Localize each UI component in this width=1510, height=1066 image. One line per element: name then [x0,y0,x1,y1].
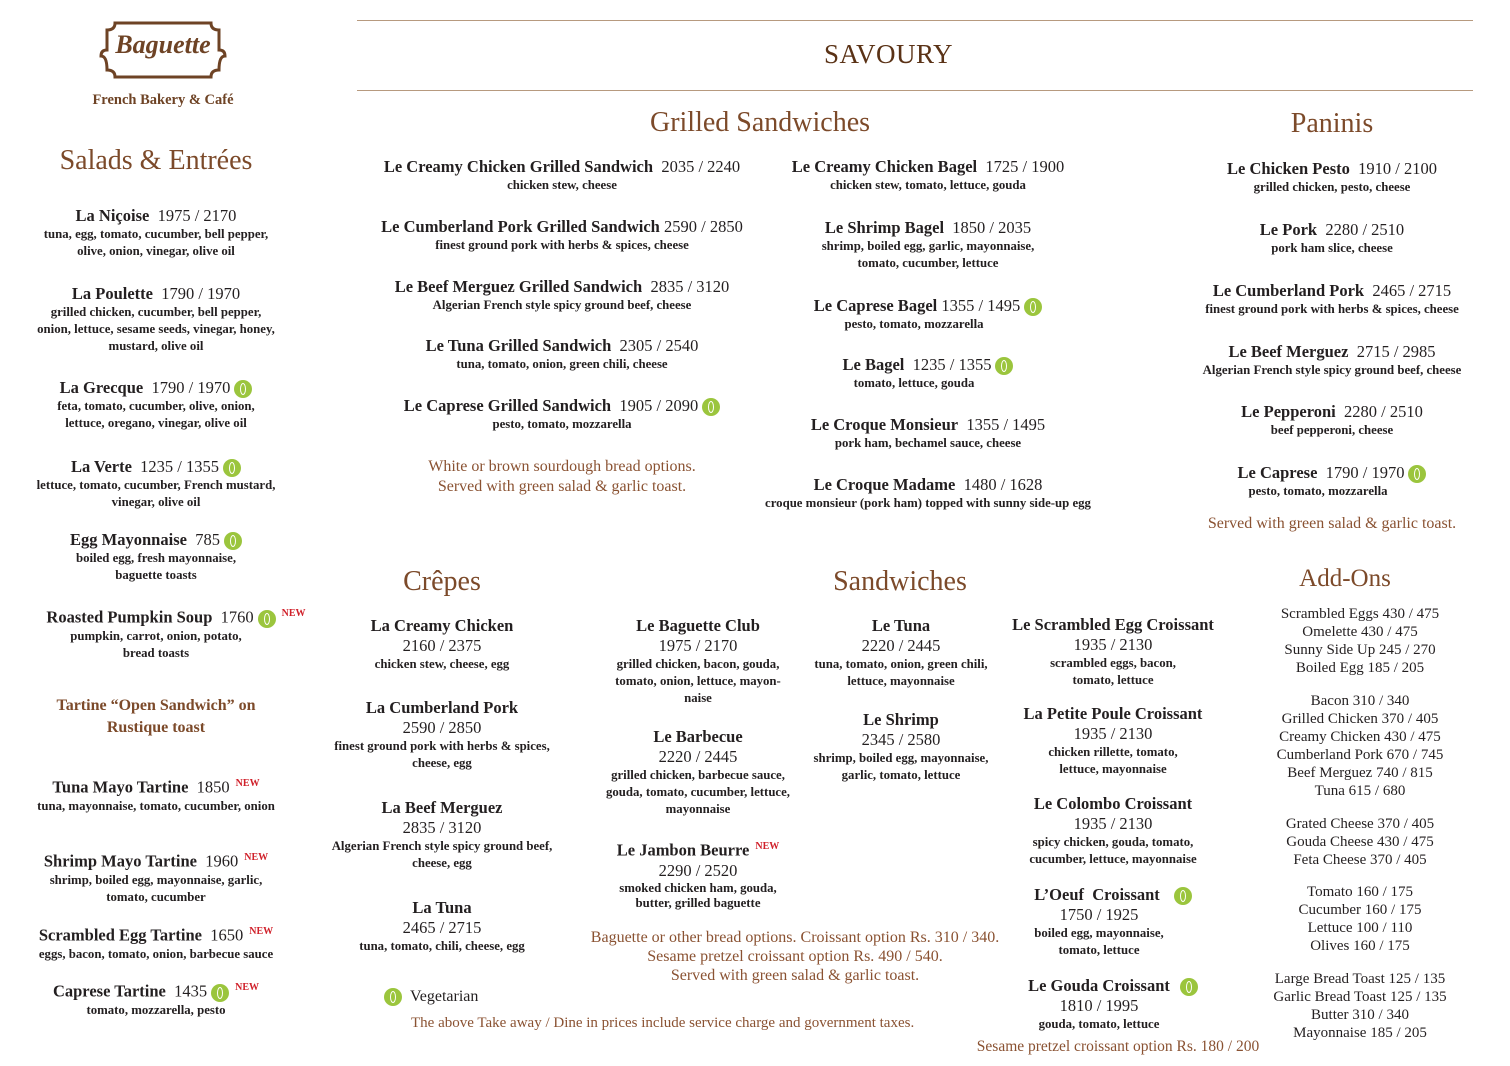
savoury-title: SAVOURY [824,39,954,69]
croissant-item-gouda: Le Gouda Croissant 1810 / 1995 gouda, tomato, lettuce [998,976,1228,1033]
addon-item: Large Bread Toast 125 / 135 [1274,971,1446,987]
addon-item: Bacon 310 / 340 [1310,693,1410,709]
crepes-title: Crêpes [403,566,481,597]
grilled-item-creamy-chicken: Le Creamy Chicken Grilled Sandwich 2035 / 2240 chicken stew, cheese [383,157,741,192]
vegetarian-icon [702,398,720,416]
croissant-note: Sesame pretzel croissant option Rs. 180 / 200 [976,1038,1260,1055]
panini-item-pork: Le Pork 2280 / 2510 pork ham slice, cheese [1259,220,1405,255]
croissant-item-colombo: Le Colombo Croissant 1935 / 2130 spicy chicken, gouda, tomato, cucumber, lettuce, mayonnaise [1029,794,1197,866]
sandwich-item-baguette-club: Le Baguette Club 1975 / 2170 grilled chicken, bacon, gouda, tomato, onion, lettuce, mayon-naise [615,616,781,705]
addons-bread [1250,970,1470,1042]
salads-title: Salads & Entrées [59,145,253,176]
addon-item: Grated Cheese 370 / 405 [1285,816,1435,832]
vegetarian-icon [384,988,402,1006]
addon-item: Cumberland Pork 670 / 745 [1276,747,1444,763]
addons-vegetables [1250,883,1470,955]
salad-item-pumpkin-soup: Roasted Pumpkin Soup 1760 $^{NEW}$ pumpkin, carrot, onion, potato, bread toasts [46,607,306,660]
addon-item: Tomato 160 / 175 [1306,884,1414,900]
grilled-item-tuna: Le Tuna Grilled Sandwich 2305 / 2540 tuna, tomato, onion, green chili, cheese [425,336,699,371]
tartine-item-scrambled-egg: Scrambled Egg Tartine 1650 $^{NEW}$ eggs, bacon, tomato, onion, barbecue sauce [38,925,274,961]
paninis-note: Served with green salad & garlic toast. [1207,515,1457,532]
panini-item-pepperoni: Le Pepperoni 2280 / 2510 beef pepperoni, cheese [1241,402,1423,437]
sandwich-item-shrimp: Le Shrimp 2345 / 2580 shrimp, boiled egg, mayonnaise, garlic, tomato, lettuce [813,710,989,782]
crepe-item-beef-merguez: La Beef Merguez 2835 / 3120 Algerian French style spicy ground beef, cheese, egg [331,798,553,870]
panini-item-chicken-pesto: Le Chicken Pesto 1910 / 2100 grilled chicken, pesto, cheese [1227,159,1437,194]
grilled-title: Grilled Sandwiches [649,107,871,138]
croque-monsieur-item: Le Croque Monsieur 1355 / 1495 pork ham, bechamel sauce, cheese [810,415,1046,450]
addon-item: Boiled Egg 185 / 205 [1295,660,1425,676]
brand-tagline: French Bakery & Café [92,92,234,108]
vegetarian-icon [1174,887,1192,905]
grilled-item-caprese: Le Caprese Grilled Sandwich 1905 / 2090 pesto, tomato, mozzarella [352,396,772,433]
salad-item-poulette: La Poulette 1790 / 1970 grilled chicken, cucumber, bell pepper, onion, lettuce, sesame seeds, vinegar, honey, mustard, olive oil [37,284,275,353]
new-badge: NEW [755,841,780,852]
addons-meats [1250,692,1470,800]
panini-item-caprese: Le Caprese 1790 / 1970 pesto, tomato, mozzarella [1182,463,1482,500]
bagel-item-caprese: Le Caprese Bagel 1355 / 1495 pesto, tomato, mozzarella [738,296,1118,333]
tax-note: The above Take away / Dine in prices include service charge and government taxes. [411,1015,915,1031]
addon-item: Scrambled Eggs 430 / 475 [1280,606,1440,622]
vegetarian-icon [1408,465,1426,483]
vegetarian-icon [234,380,252,398]
brand-logo [97,20,229,80]
vegetarian-icon [211,984,229,1002]
vegetarian-icon [1024,298,1042,316]
croissant-item-scrambled-egg: Le Scrambled Egg Croissant 1935 / 2130 scrambled eggs, bacon, tomato, lettuce [1012,615,1214,687]
new-badge: NEW [281,608,306,619]
top-rule [357,20,1473,21]
new-badge: NEW [249,926,274,937]
crepe-item-cumberland-pork: La Cumberland Pork 2590 / 2850 finest ground pork with herbs & spices, cheese, egg [334,698,550,770]
paninis-title: Paninis [1290,108,1374,139]
vegetarian-icon [258,610,276,628]
vegetarian-icon [1180,978,1198,996]
addons-eggs [1250,605,1470,677]
croissant-item-petite-poule: La Petite Poule Croissant 1935 / 2130 chicken rillette, tomato, lettuce, mayonnaise [1023,704,1203,776]
addons-title: Add-Ons [1299,565,1391,592]
sandwiches-title: Sandwiches [833,566,967,597]
bottom-rule [357,90,1473,91]
bagel-item-creamy-chicken: Le Creamy Chicken Bagel 1725 / 1900 chicken stew, tomato, lettuce, gouda [791,157,1065,192]
crepe-item-tuna: La Tuna 2465 / 2715 tuna, tomato, chili, cheese, egg [359,898,525,953]
salad-item-verte: La Verte 1235 / 1355 lettuce, tomato, cucumber, French mustard, vinegar, olive oil [36,457,276,510]
tartine-item-caprese: Caprese Tartine 1435 $^{NEW}$ tomato, mozzarella, pesto [52,981,260,1017]
addon-item: Beef Merguez 740 / 815 [1287,765,1433,781]
croissant-item-oeuf: L’Oeuf Croissant 1750 / 1925 boiled egg, mayonnaise, tomato, lettuce [998,885,1228,959]
tartine-item-shrimp: Shrimp Mayo Tartine 1960 $^{NEW}$ shrimp, boiled egg, mayonnaise, garlic, tomato, cucumber [43,851,269,904]
vegetarian-legend: Vegetarian [384,987,478,1007]
panini-item-beef-merguez: Le Beef Merguez 2715 / 2985 Algerian French style spicy ground beef, cheese [1202,342,1462,377]
addon-item: Omelette 430 / 475 [1302,624,1418,640]
addon-item: Cucumber 160 / 175 [1298,902,1422,918]
salad-item-grecque: La Grecque 1790 / 1970 feta, tomato, cucumber, olive, onion, lettuce, oregano, vinegar, olive oil [57,378,255,431]
grilled-item-cumberland-pork: Le Cumberland Pork Grilled Sandwich 2590 / 2850 finest ground pork with herbs & spices, cheese [381,217,743,252]
sandwiches-note: Baguette or other bread options. Croissant option Rs. 310 / 340. Sesame pretzel croissant option Rs. 490 / 540. Served with green salad & garlic toast. [590,929,1000,984]
vegetarian-icon [223,459,241,477]
new-badge: NEW [235,982,260,993]
tartine-heading: Tartine “Open Sandwich” on Rustique toast [56,697,256,736]
vegetarian-icon [995,357,1013,375]
bagel-item-plain: Le Bagel 1235 / 1355 tomato, lettuce, gouda [738,355,1118,392]
addon-item: Sunny Side Up 245 / 270 [1284,642,1436,658]
addon-item: Tuna 615 / 680 [1314,783,1406,799]
croque-madame-item: Le Croque Madame 1480 / 1628 croque monsieur (pork ham) topped with sunny side-up egg [765,475,1091,510]
addons-cheese [1250,815,1470,869]
sandwich-item-barbecue: Le Barbecue 2220 / 2445 grilled chicken, barbecue sauce, gouda, tomato, cucumber, lettuce, mayonnaise [606,727,790,816]
panini-item-cumberland-pork: Le Cumberland Pork 2465 / 2715 finest ground pork with herbs & spices, cheese [1205,281,1459,316]
grilled-note: White or brown sourdough bread options. Served with green salad & garlic toast. [428,458,696,495]
salad-item-egg-mayonnaise: Egg Mayonnaise 785 boiled egg, fresh mayonnaise, baguette toasts [20,530,292,584]
sandwich-item-jambon-beurre: Le Jambon Beurre $^{NEW}$ 2290 / 2520 smoked chicken ham, gouda, butter, grilled baguette [616,840,780,910]
tartine-item-tuna: Tuna Mayo Tartine 1850 $^{NEW}$ tuna, mayonnaise, tomato, cucumber, onion [37,777,275,813]
vegetarian-icon [224,532,242,550]
bagel-item-shrimp: Le Shrimp Bagel 1850 / 2035 shrimp, boiled egg, garlic, mayonnaise, tomato, cucumber, lettuce [821,218,1035,270]
addon-item: Mayonnaise 185 / 205 [1293,1025,1427,1041]
addon-item: Lettuce 100 / 110 [1307,920,1413,936]
crepe-item-creamy-chicken: La Creamy Chicken 2160 / 2375 chicken stew, cheese, egg [370,616,514,671]
addon-item: Olives 160 / 175 [1310,938,1410,954]
sandwich-item-tuna: Le Tuna 2220 / 2445 tuna, tomato, onion, green chili, lettuce, mayonnaise [814,616,988,688]
addon-item: Gouda Cheese 430 / 475 [1286,834,1434,850]
new-badge: NEW [235,778,260,789]
addon-item: Grilled Chicken 370 / 405 [1281,711,1439,727]
new-badge: NEW [244,852,269,863]
addon-item: Feta Cheese 370 / 405 [1293,852,1427,868]
addon-item: Creamy Chicken 430 / 475 [1279,729,1441,745]
salad-item-nicoise: La Niçoise 1975 / 2170 tuna, egg, tomato, cucumber, bell pepper, olive, onion, vinegar, olive oil [43,206,269,258]
grilled-item-beef-merguez: Le Beef Merguez Grilled Sandwich 2835 / 3120 Algerian French style spicy ground beef, cheese [394,277,730,312]
brand-name: Baguette [115,30,211,59]
addon-item: Butter 310 / 340 [1311,1007,1409,1023]
addon-item: Garlic Bread Toast 125 / 135 [1273,989,1447,1005]
